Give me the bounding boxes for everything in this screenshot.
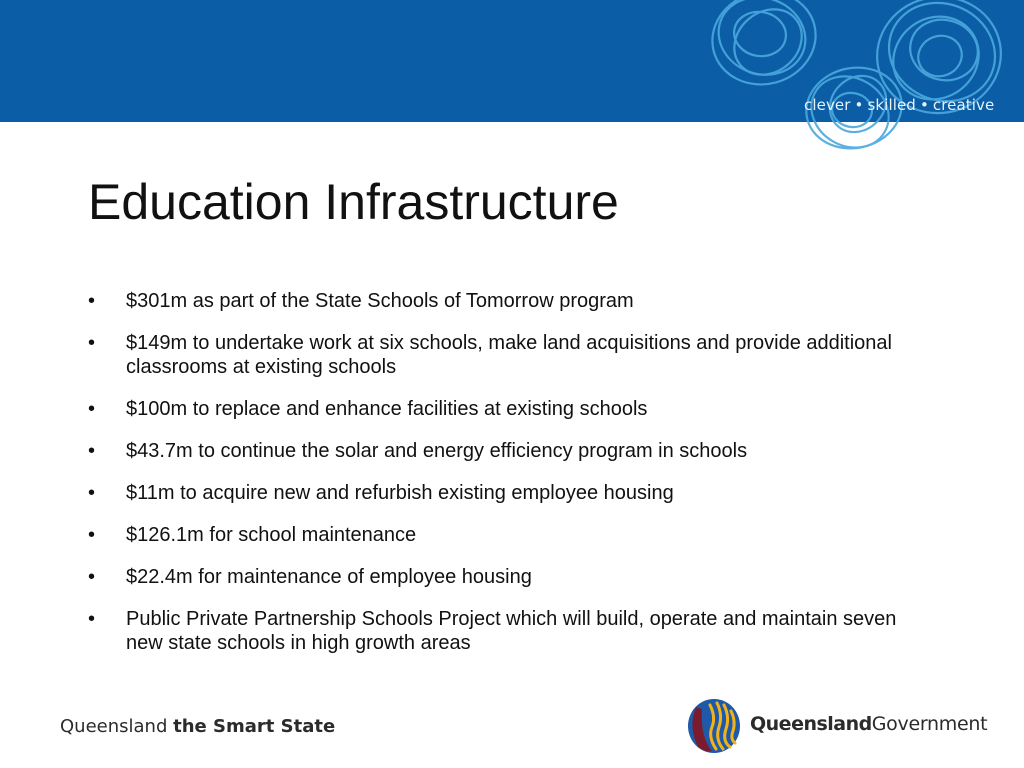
swirl-graphic: [644, 0, 1024, 160]
qgov-bold: Queensland: [750, 713, 872, 735]
smart-state-bold: the Smart State: [173, 716, 336, 737]
tagline-word-clever: clever: [804, 96, 851, 114]
smart-state-regular: Queensland: [60, 716, 168, 737]
coat-of-arms-icon: [686, 697, 746, 755]
bullet-item: • Public Private Partnership Schools Project which will build, operate and maintain seven new state schools in high growth areas: [88, 607, 918, 655]
bullet-list: [88, 289, 918, 673]
header-tagline: [804, 96, 994, 114]
tagline-word-skilled: skilled: [867, 96, 916, 114]
queensland-government-wordmark: [750, 713, 987, 735]
tagline-separator: •: [854, 96, 864, 114]
bullet-item: • $11m to acquire new and refurbish existing employee housing: [88, 481, 918, 505]
bullet-item: • $149m to undertake work at six schools, make land acquisitions and provide additional classrooms at existing schools: [88, 331, 918, 379]
bullet-item: • $43.7m to continue the solar and energy efficiency program in schools: [88, 439, 918, 463]
bullet-item: • $100m to replace and enhance facilities at existing schools: [88, 397, 918, 421]
tagline-word-creative: creative: [932, 96, 995, 114]
tagline-separator: •: [919, 96, 929, 114]
bullet-item: • $301m as part of the State Schools of Tomorrow program: [88, 289, 918, 313]
smart-state-wordmark: [60, 716, 335, 737]
slide-title: Education Infrastructure: [88, 174, 619, 230]
queensland-government-logo: [686, 697, 986, 757]
qgov-regular: Government: [871, 713, 988, 735]
bullet-item: • $126.1m for school maintenance: [88, 523, 918, 547]
bullet-item: • $22.4m for maintenance of employee housing: [88, 565, 918, 589]
